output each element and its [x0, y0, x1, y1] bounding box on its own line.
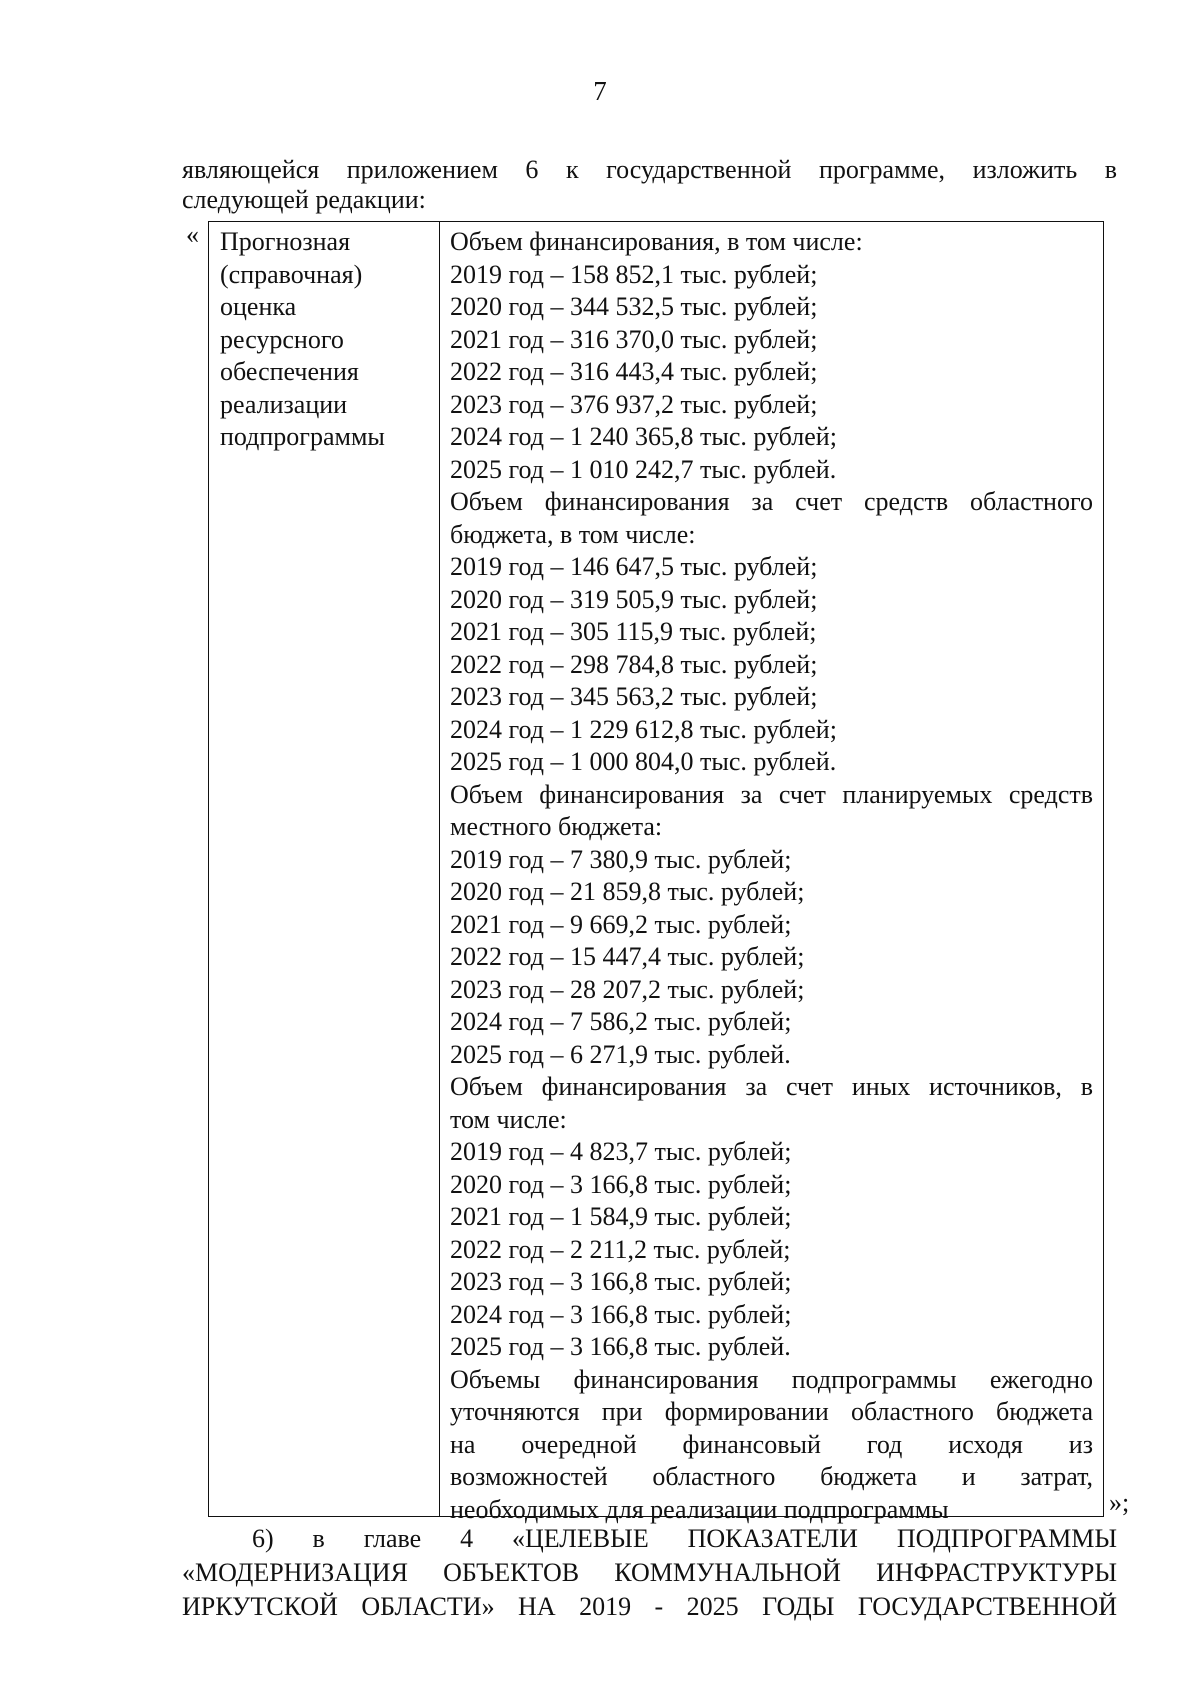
funding-line: 2022 год – 316 443,4 тыс. рублей;: [450, 357, 818, 386]
funding-line: 2019 год – 158 852,1 тыс. рублей;: [450, 259, 818, 289]
funding-line: 2025 год – 1 010 242,7 тыс. рублей.: [450, 454, 837, 484]
close-quote: »;: [1109, 1488, 1130, 1517]
funding-line: Объем финансирования за счет иных источников, в: [450, 1072, 1093, 1101]
label-line: оценка: [220, 292, 297, 321]
intro-line: являющейся приложением 6 к государственной программе, изложить в: [182, 155, 1117, 184]
funding-line: 2021 год – 1 584,9 тыс. рублей;: [450, 1202, 792, 1231]
funding-line: том числе:: [450, 1104, 567, 1134]
label-line: (справочная): [220, 259, 363, 289]
funding-line: 2021 год – 9 669,2 тыс. рублей;: [450, 909, 792, 939]
funding-line: 2023 год – 376 937,2 тыс. рублей;: [450, 389, 818, 419]
funding-line: Объем финансирования за счет планируемых средств: [450, 779, 1093, 809]
intro-line: следующей редакции:: [182, 185, 426, 214]
funding-line: 2022 год – 298 784,8 тыс. рублей;: [450, 649, 818, 679]
paragraph-line: «МОДЕРНИЗАЦИЯ ОБЪЕКТОВ КОММУНАЛЬНОЙ ИНФРАСТРУКТУРЫ: [182, 1558, 1117, 1587]
funding-line: 2025 год – 3 166,8 тыс. рублей.: [450, 1332, 791, 1361]
label-line: Прогнозная: [220, 227, 351, 256]
funding-line: на очередной финансовый год исходя из: [450, 1429, 1093, 1459]
funding-line: 2023 год – 345 563,2 тыс. рублей;: [450, 682, 818, 711]
funding-line: местного бюджета:: [450, 812, 663, 841]
funding-line: 2023 год – 3 166,8 тыс. рублей;: [450, 1267, 792, 1296]
paragraph-6: [182, 1522, 1117, 1624]
funding-line: Объем финансирования, в том числе:: [450, 227, 863, 256]
table-label-cell: [209, 222, 440, 1516]
funding-line: 2020 год – 344 532,5 тыс. рублей;: [450, 292, 818, 321]
funding-line: Объемы финансирования подпрограммы ежегодно: [450, 1364, 1093, 1394]
page-number: 7: [593, 76, 607, 106]
funding-line: 2025 год – 1 000 804,0 тыс. рублей.: [450, 747, 837, 776]
funding-line: 2024 год – 7 586,2 тыс. рублей;: [450, 1007, 792, 1036]
paragraph-line: 6) в главе 4 «ЦЕЛЕВЫЕ ПОКАЗАТЕЛИ ПОДПРОГРАММЫ: [252, 1524, 1117, 1553]
table-content-cell: [440, 222, 1103, 1524]
funding-line: 2020 год – 3 166,8 тыс. рублей;: [450, 1169, 792, 1199]
funding-line: 2021 год – 305 115,9 тыс. рублей;: [450, 617, 817, 646]
funding-table: [208, 221, 1104, 1524]
funding-line: 2025 год – 6 271,9 тыс. рублей.: [450, 1039, 791, 1069]
funding-line: 2022 год – 2 211,2 тыс. рублей;: [450, 1234, 791, 1264]
funding-line: 2022 год – 15 447,4 тыс. рублей;: [450, 942, 805, 971]
funding-line: 2019 год – 4 823,7 тыс. рублей;: [450, 1137, 792, 1166]
funding-line: 2024 год – 1 229 612,8 тыс. рублей;: [450, 714, 837, 744]
label-line: ресурсного: [220, 324, 344, 354]
open-quote: «: [186, 220, 199, 249]
funding-line: 2019 год – 146 647,5 тыс. рублей;: [450, 552, 818, 581]
paragraph-line: ИРКУТСКОЙ ОБЛАСТИ» НА 2019 - 2025 ГОДЫ ГОСУДАРСТВЕННОЙ: [182, 1592, 1117, 1621]
funding-line: 2020 год – 21 859,8 тыс. рублей;: [450, 877, 805, 906]
funding-line: необходимых для реализации подпрограммы: [450, 1494, 949, 1524]
funding-line: 2024 год – 1 240 365,8 тыс. рублей;: [450, 422, 837, 451]
funding-line: 2021 год – 316 370,0 тыс. рублей;: [450, 324, 818, 354]
funding-line: возможностей областного бюджета и затрат,: [450, 1462, 1093, 1491]
funding-line: Объем финансирования за счет средств областного: [450, 487, 1093, 516]
funding-line: 2020 год – 319 505,9 тыс. рублей;: [450, 584, 818, 614]
funding-line: 2019 год – 7 380,9 тыс. рублей;: [450, 844, 792, 874]
funding-line: 2023 год – 28 207,2 тыс. рублей;: [450, 974, 805, 1004]
label-line: подпрограммы: [220, 422, 385, 451]
funding-line: 2024 год – 3 166,8 тыс. рублей;: [450, 1299, 792, 1329]
funding-line: уточняются при формировании областного бюджета: [450, 1397, 1093, 1426]
intro-paragraph: [182, 155, 1117, 215]
funding-line: бюджета, в том числе:: [450, 519, 696, 549]
label-line: реализации: [220, 389, 348, 419]
label-line: обеспечения: [220, 357, 359, 386]
